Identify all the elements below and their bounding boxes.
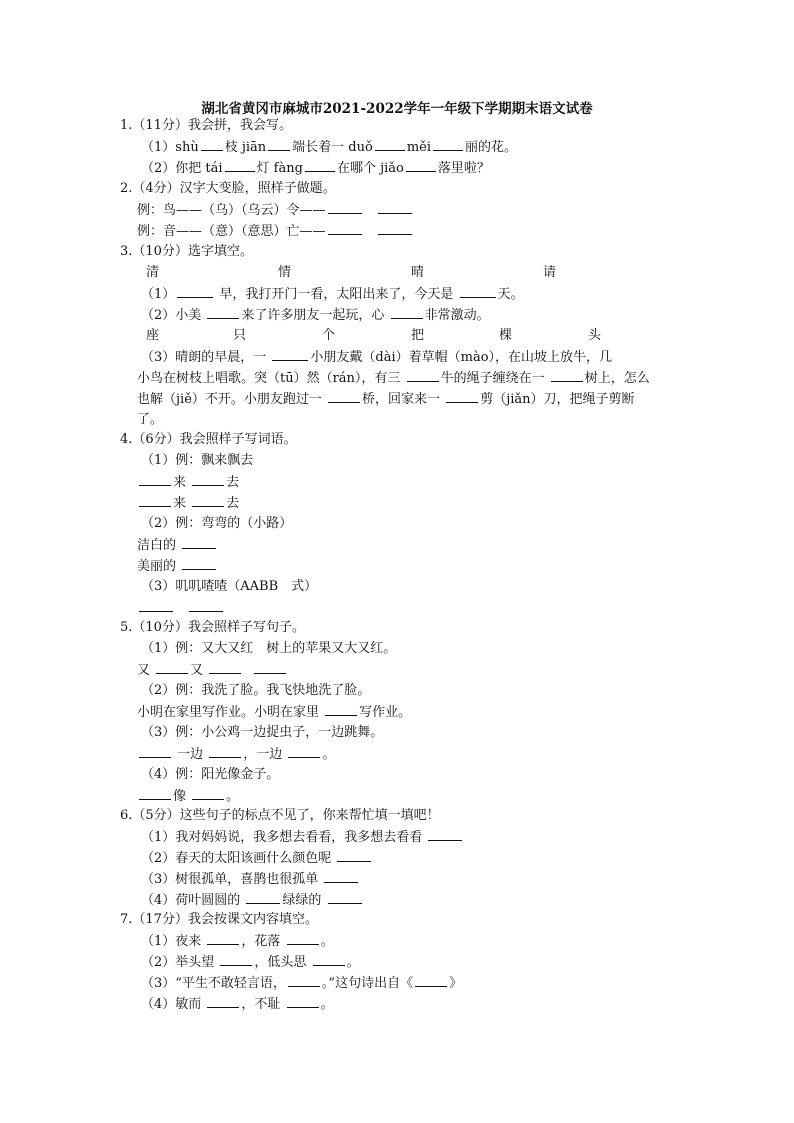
question-3-line-1: （1） 早，我打开门一看，太阳出来了，今天是 天。 — [141, 287, 524, 302]
question-3-heading: 3.（10分）选字填空。 — [120, 244, 253, 259]
exam-page: 湖北省黄冈市麻城市2021-2022学年一年级下学期期末语文试卷 1.（11分）我会拼，我会写。 （1）shù 枝 jiān 端长着一 duǒ měi 丽的花。 （2）你把 tái 灯 fàng 在哪个 jiǎo 落里啦？ 2.（4分）汉字大变脸，照样子做题。 例：鸟——（乌）（乌云）令—— 例：音——（意）（意思）亡—— 3.（10分）选字填空。 清 情 晴 请 （1） 早，我打开门一看，太阳出来了，今天是 天。 （2）小美 来了许多朋友一起玩，心 非常激动。 座 只 个 把 棵 头 （3）晴朗的早晨，一 小朋友戴（dài）着草帽（mào），在山坡上放牛，几 小鸟在树枝上唱歌。突（tū）然（rán），有三 牛的绳子缠绕在一 树上，怎么 也解（jiě）不开。小朋友跑过一 桥，回家来一 剪（jiǎn）刀，把绳子剪断 了。 4.（6分）我会照样子写词语。 （1）例：飘来飘去 来 去 来 去 （2）例：弯弯的（小路） 洁白的 美丽的 （3）叽叽喳喳（AABB 式） 5.（10分）我会照样子写句子。 （1）例：又大又红 树上的苹果又大又红。 又 又 （2）例：我洗了脸。我飞快地洗了脸。 小明在家里写作业。小明在家里 写作业。 （3）例：小公鸡一边捉虫子，一边跳舞。 一边 ，一边 。 （4）例：阳光像金子。 像 。 6.（5分）这些句子的标点不见了，你来帮忙填一填吧！ （1）我对妈妈说，我多想去看看，我多想去看看 （2）春天的太阳该画什么颜色呢 （3）树很孤单，喜鹊也很孤单 （4）荷叶圆圆的 绿绿的 7.（17分）我会按课文内容填空。 （1）夜来 ，花落 。 （2）举头望 ，低头思 。 （3）“平生不敢轻言语， 。”这句诗出自《 》 （4）敏而 ，不耻 。 — [0, 0, 794, 1123]
question-6-item-3: （3）树很孤单，喜鹊也很孤单 — [141, 870, 360, 889]
question-4-row-2: 来 去 — [137, 494, 239, 513]
question-1-line-2: （2）你把 tái 灯 fàng 在哪个 jiǎo 落里啦？ — [141, 161, 490, 176]
question-4-row-5 — [137, 599, 225, 618]
question-1-line-1: （1）shù 枝 jiān 端长着一 duǒ měi 丽的花。 — [141, 140, 518, 155]
question-3-paragraph-3: 也解（jiě）不开。小朋友跑过一 桥，回家来一 剪（jiǎn）刀，把绳子剪断 — [137, 392, 635, 407]
question-5-example-1: （1）例：又大又红 树上的苹果又大又红。 — [141, 641, 397, 656]
question-2-line-2: 例：音——（意）（意思）亡—— — [137, 222, 414, 241]
question-3-paragraph-2: 小鸟在树枝上唱歌。突（tū）然（rán），有三 牛的绳子缠绕在一 树上，怎么 — [137, 371, 650, 386]
question-6-item-1: （1）我对妈妈说，我多想去看看，我多想去看看 — [141, 828, 464, 847]
question-7-line-2: （2）举头望 ，低头思 。 — [141, 955, 360, 970]
page-title: 湖北省黄冈市麻城市2021-2022学年一年级下学期期末语文试卷 — [201, 101, 593, 117]
question-1-heading: 1.（11分）我会拼，我会写。 — [120, 118, 292, 133]
question-4-row-4: 美丽的 — [137, 557, 218, 576]
question-5-heading: 5.（10分）我会照样子写句子。 — [120, 620, 305, 635]
question-7-line-3: （3）“平生不敢轻言语， 。”这句诗出自《 》 — [141, 976, 463, 991]
question-5-example-2: （2）例：我洗了脸。我飞快地洗了脸。 — [141, 683, 371, 698]
question-5-row-4: 像 。 — [137, 787, 239, 806]
question-5-example-3: （3）例：小公鸡一边捉虫子，一边跳舞。 — [141, 725, 384, 740]
question-6-item-4: （4）荷叶圆圆的 绿绿的 — [141, 891, 364, 910]
question-4-example-2: （2）例：弯弯的（小路） — [141, 516, 293, 531]
question-3-paragraph-1: （3）晴朗的早晨，一 小朋友戴（dài）着草帽（mào），在山坡上放牛，几 — [141, 350, 613, 365]
question-4-heading: 4.（6分）我会照样子写词语。 — [120, 432, 297, 447]
question-5-row-2: 小明在家里写作业。小明在家里 写作业。 — [137, 705, 412, 720]
question-3-line-2: （2）小美 来了许多朋友一起玩，心 非常激动。 — [141, 308, 490, 323]
question-6-item-2: （2）春天的太阳该画什么颜色呢 — [141, 849, 373, 868]
question-4-row-3: 洁白的 — [137, 536, 218, 555]
question-2-heading: 2.（4分）汉字大变脸，照样子做题。 — [120, 181, 336, 196]
question-7-line-1: （1）夜来 ，花落 。 — [141, 934, 334, 949]
question-3-paragraph-4: 了。 — [137, 412, 164, 427]
question-5-row-1: 又 又 — [137, 661, 288, 680]
question-7-heading: 7.（17分）我会按课文内容填空。 — [120, 912, 318, 927]
question-2-line-1: 例：鸟——（乌）（乌云）令—— — [137, 201, 414, 220]
question-6-heading: 6.（5分）这些句子的标点不见了，你来帮忙填一填吧！ — [120, 808, 440, 823]
question-5-example-4: （4）例：阳光像金子。 — [141, 767, 280, 782]
question-5-row-3: 一边 ，一边 。 — [137, 745, 335, 764]
question-4-example-1: （1）例：飘来飘去 — [141, 453, 254, 468]
question-4-row-1: 来 去 — [137, 473, 239, 492]
question-4-example-3: （3）叽叽喳喳（AABB 式） — [141, 579, 318, 594]
question-7-line-4: （4）敏而 ，不耻 。 — [141, 997, 334, 1012]
